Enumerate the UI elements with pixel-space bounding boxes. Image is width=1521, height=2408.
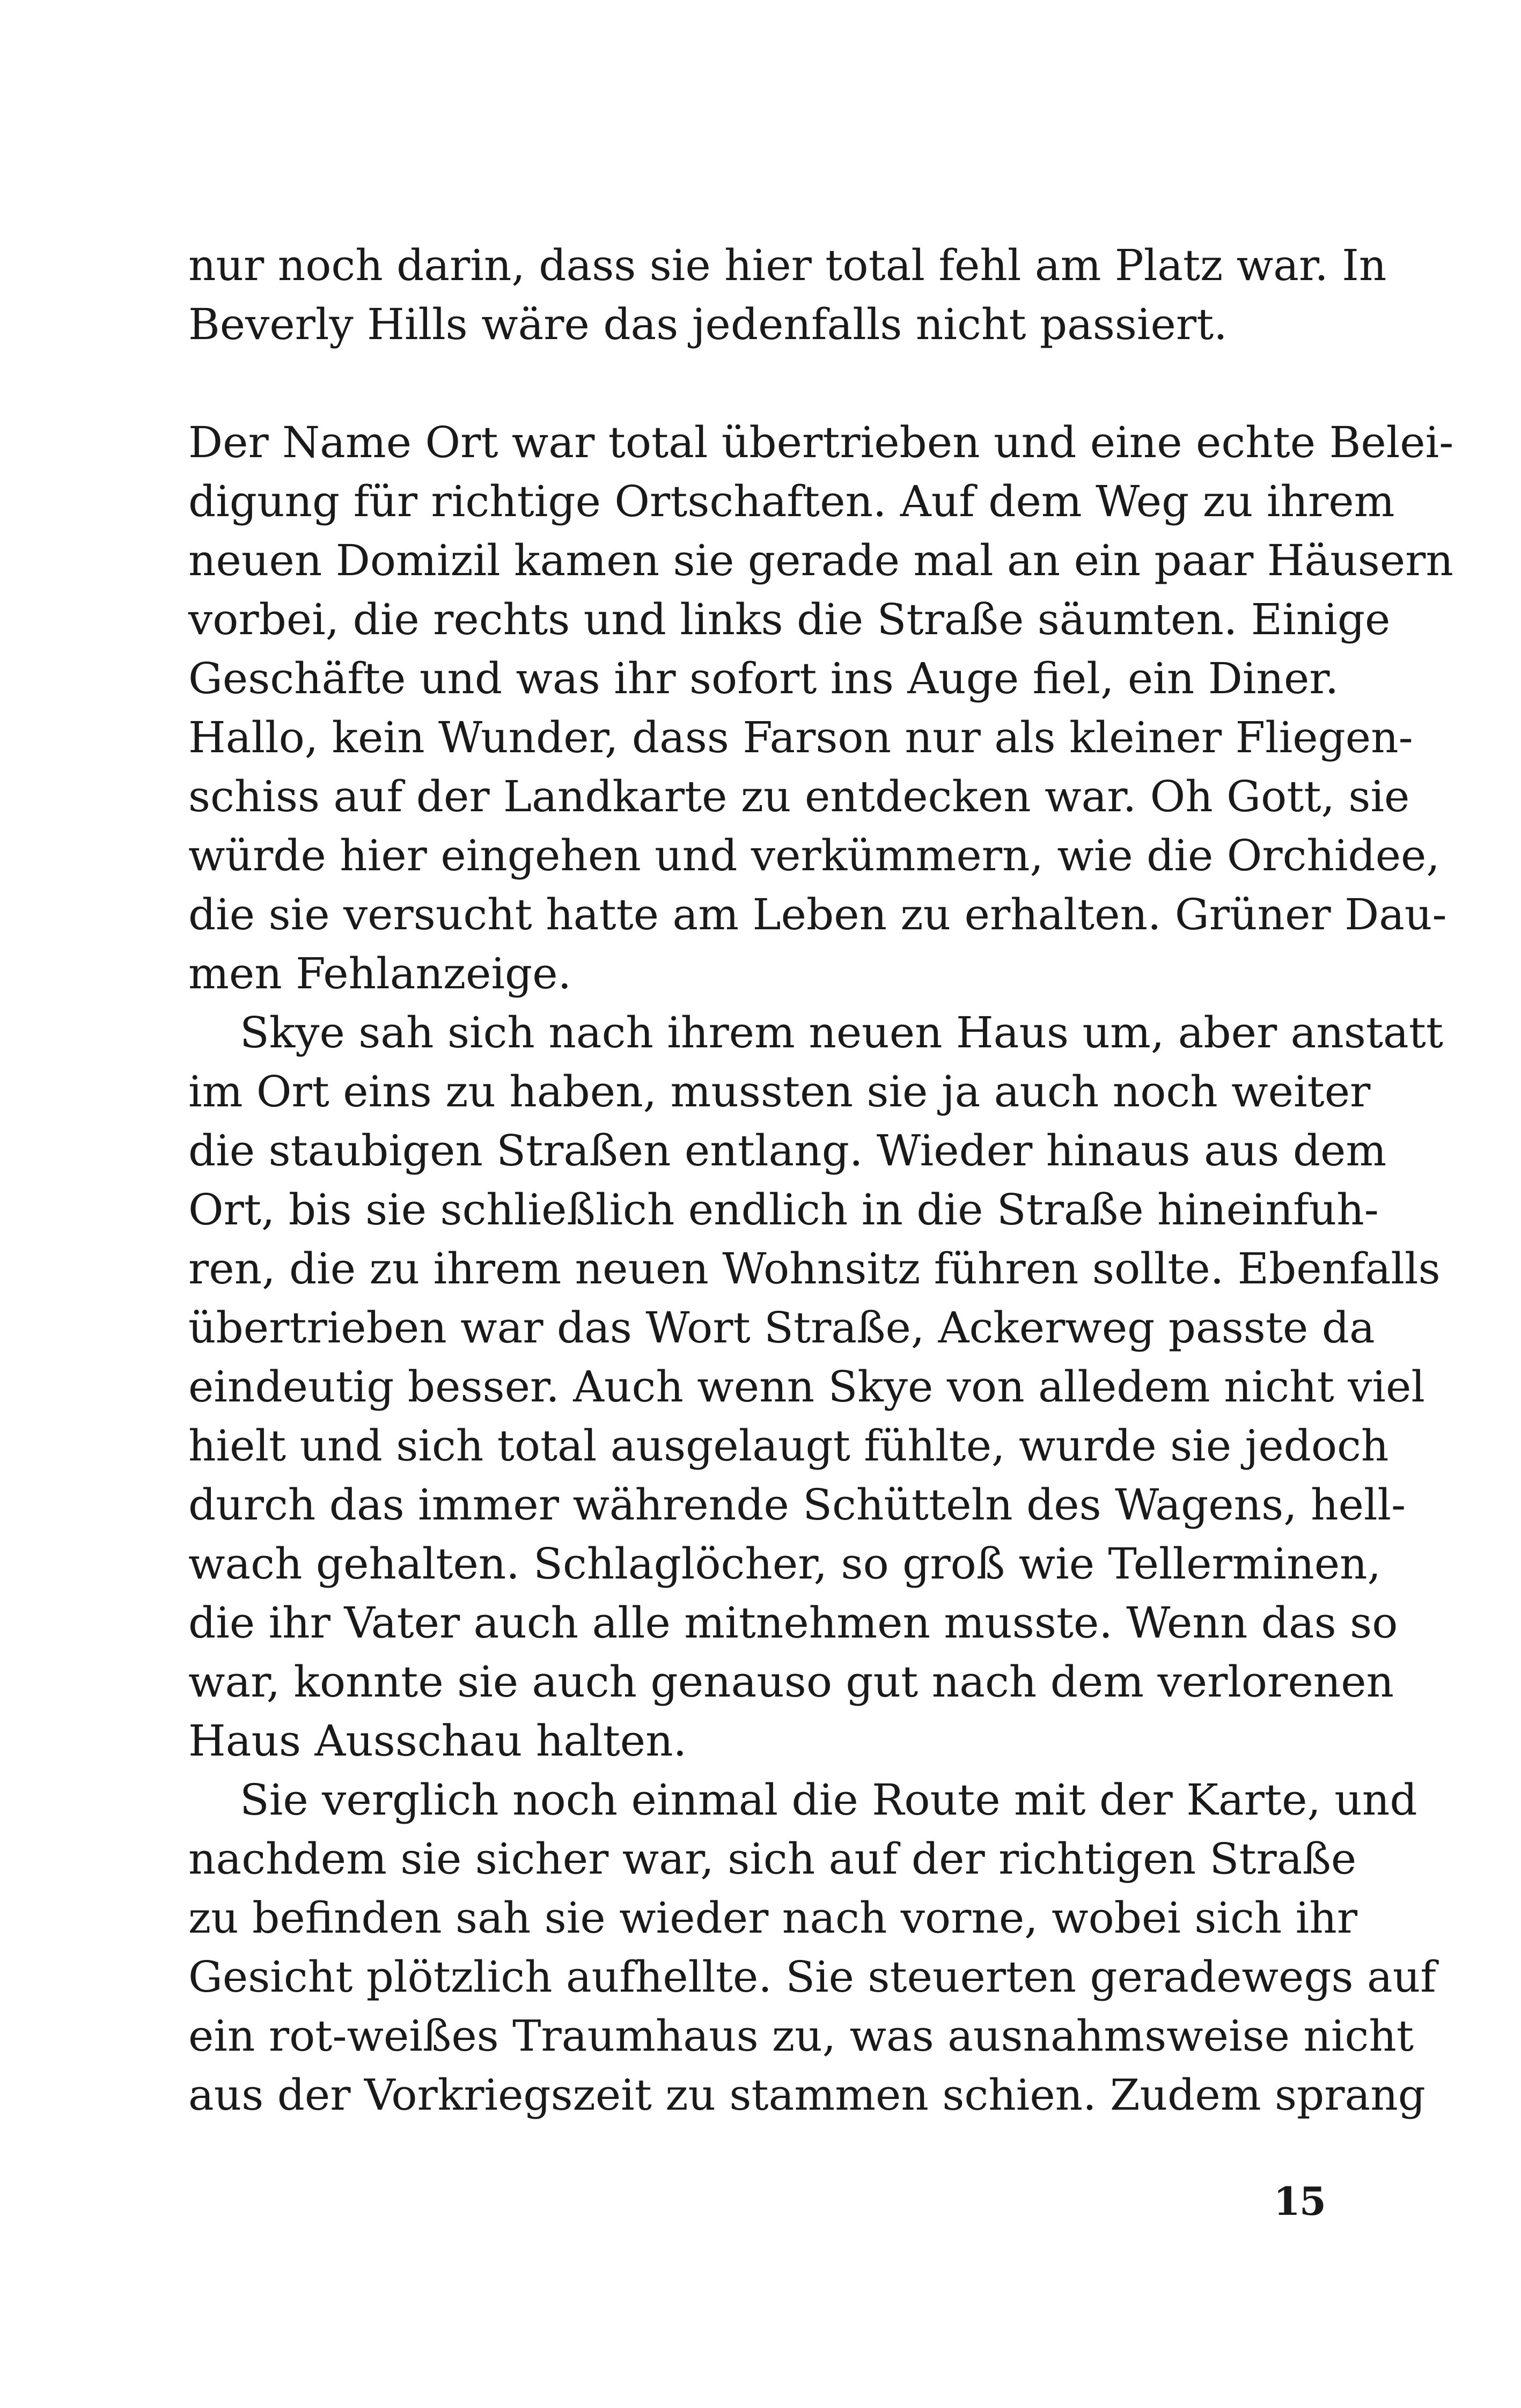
text-line: men Fehlanzeige.	[188, 949, 572, 999]
text-line: wach gehalten. Schlaglöcher, so groß wie Tellerminen,	[188, 1539, 1382, 1589]
text-line: ren, die zu ihrem neuen Wohnsitz führen sollte. Ebenfalls	[188, 1244, 1441, 1294]
text-line: Geschäfte und was ihr sofort ins Auge fiel, ein Diner.	[188, 654, 1339, 703]
text-line: Gesicht plötzlich aufhellte. Sie steuerten geradewegs auf	[188, 1952, 1436, 2002]
paragraph-gap	[188, 354, 1326, 413]
text-line: Skye sah sich nach ihrem neuen Haus um, aber anstatt	[240, 1008, 1444, 1058]
text-line: neuen Domizil kamen sie gerade mal an ein paar Häusern	[188, 535, 1453, 585]
text-line: Beverly Hills wäre das jedenfalls nicht passiert.	[188, 299, 1228, 349]
text-line: Ort, bis sie schließlich endlich in die Straße hineinfuh-	[188, 1185, 1379, 1235]
text-line: durch das immer währende Schütteln des Wagens, hell-	[188, 1480, 1406, 1530]
text-line: Sie verglich noch einmal die Route mit der Karte, und	[240, 1775, 1417, 1825]
text-line: eindeutig besser. Auch wenn Skye von alledem nicht viel	[188, 1362, 1425, 1412]
text-line: nachdem sie sicher war, sich auf der richtigen Straße	[188, 1834, 1357, 1884]
text-line: hielt und sich total ausgelaugt fühlte, wurde sie jedoch	[188, 1421, 1389, 1471]
text-line: nur noch darin, dass sie hier total fehl am Platz war. In	[188, 240, 1387, 290]
text-line: zu befinden sah sie wieder nach vorne, wobei sich ihr	[188, 1893, 1358, 1943]
text-line: schiss auf der Landkarte zu entdecken war. Oh Gott, sie	[188, 772, 1410, 821]
text-line: Haus Ausschau halten.	[188, 1716, 687, 1766]
page-number: 15	[1273, 2178, 1325, 2224]
text-line: würde hier eingehen und verkümmern, wie die Orchidee,	[188, 831, 1440, 880]
body-text	[188, 236, 1454, 2125]
paragraph	[188, 413, 1454, 1003]
text-line: die sie versucht hatte am Leben zu erhalten. Grüner Dau-	[188, 890, 1447, 939]
text-line: aus der Vorkriegszeit zu stammen schien. Zudem sprang	[188, 2070, 1426, 2120]
text-line: Hallo, kein Wunder, dass Farson nur als kleiner Fliegen-	[188, 713, 1413, 762]
text-line: die staubigen Straßen entlang. Wieder hinaus aus dem	[188, 1126, 1387, 1176]
text-line: Der Name Ort war total übertrieben und eine echte Belei-	[188, 417, 1454, 467]
text-line: ein rot-weißes Traumhaus zu, was ausnahmsweise nicht	[188, 2011, 1414, 2061]
paragraph	[188, 236, 1387, 354]
paragraph	[188, 1003, 1444, 1771]
text-line: im Ort eins zu haben, mussten sie ja auch noch weiter	[188, 1067, 1371, 1117]
text-line: war, konnte sie auch genauso gut nach dem verlorenen	[188, 1657, 1394, 1707]
paragraph	[188, 1771, 1436, 2125]
text-line: die ihr Vater auch alle mitnehmen musste. Wenn das so	[188, 1598, 1398, 1648]
text-line: übertrieben war das Wort Straße, Ackerweg passte da	[188, 1303, 1375, 1353]
text-line: vorbei, die rechts und links die Straße säumten. Einige	[188, 594, 1391, 644]
text-line: digung für richtige Ortschaften. Auf dem Weg zu ihrem	[188, 476, 1395, 526]
